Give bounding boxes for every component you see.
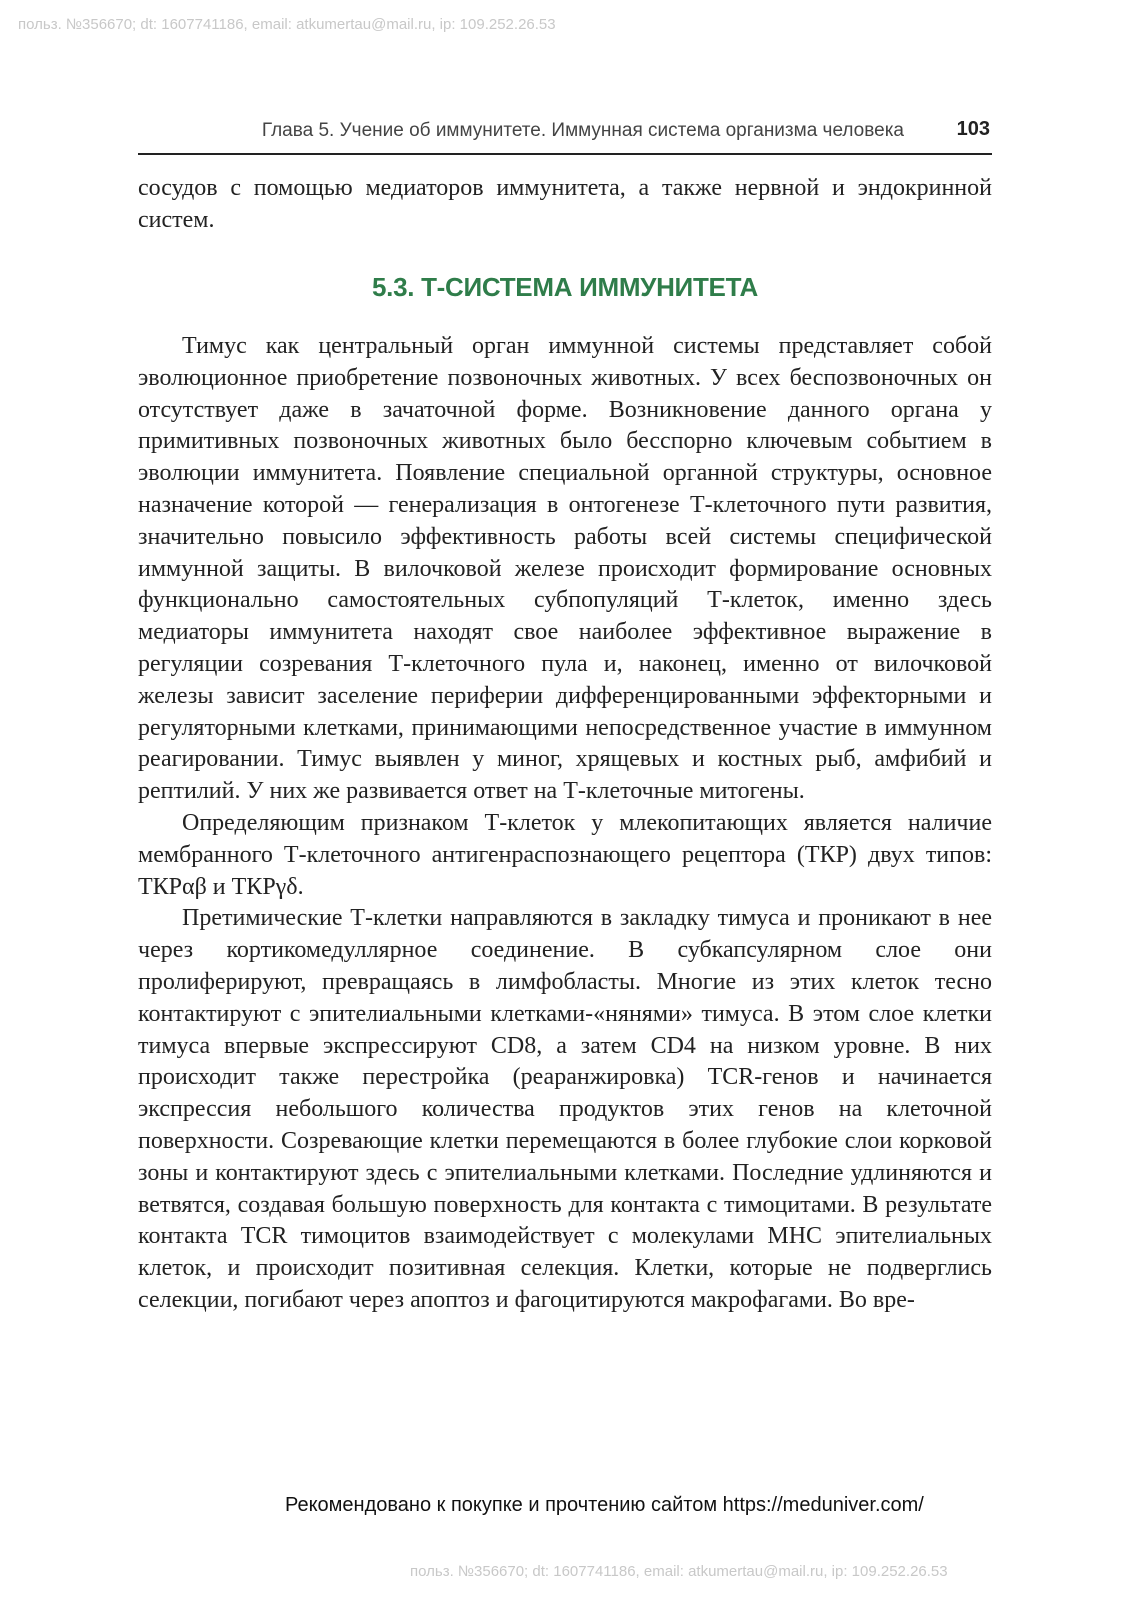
section-body: [138, 331, 992, 1317]
paragraph: Тимус как центральный орган иммунной системы представляет собой эволюционное приобретение позвоночных животных. У всех беспозвоночных он отсутствует даже в зачаточной форме. Возникновение данного органа у примитивных позвоночных животных было бесспорно ключевым событием в эволюции иммунитета. Появление специальной органной структуры, основное назначение которой — генерализация в онтогенезе Т-клеточного пути развития, значительно повысило эффективность работы всей системы специфической иммунной защиты. В вилочковой железе происходит формирование основных функционально самостоятельных субпопуляций Т-клеток, именно здесь медиаторы иммунитета находят свое наиболее эффективное выражение в регуляции созревания Т-клеточного пула и, наконец, именно от вилочковой железы зависит заселение периферии дифференцированными эффекторными и регуляторными клетками, принимающими непосредственное участие в иммунном реагировании. Тимус выявлен у миног, хрящевых и костных рыб, амфибий и рептилий. У них же развивается ответ на Т-клеточные митогены.: [138, 333, 992, 805]
page-number: 103: [956, 118, 990, 140]
footer-recommendation: Рекомендовано к покупке и прочтению сайтом https://meduniver.com/: [285, 1494, 924, 1516]
paragraph: Определяющим признаком Т-клеток у млекопитающих является наличие мембранного Т-клеточного антигенраспознающего рецептора (ТКР) двух типов: ТКРαβ и ТКРγδ.: [138, 809, 992, 900]
chapter-title: Глава 5. Учение об иммунитете. Иммунная система организма человека: [261, 120, 904, 141]
watermark-top: польз. №356670; dt: 1607741186, email: atkumertau@mail.ru, ip: 109.252.26.53: [18, 16, 556, 33]
intro-paragraph: [138, 173, 992, 237]
running-head: [138, 117, 992, 155]
watermark-bottom: польз. №356670; dt: 1607741186, email: atkumertau@mail.ru, ip: 109.252.26.53: [410, 1563, 948, 1580]
paragraph: сосудов с помощью медиаторов иммунитета, а также нервной и эндокринной систем.: [138, 175, 992, 233]
paragraph: Претимические Т-клетки направляются в закладку тимуса и проникают в нее через кортикомедуллярное соединение. В субкапсулярном слое они пролиферируют, превращаясь в лимфобласты. Многие из этих клеток тесно контактируют с эпителиальными клетками-«нянями» тимуса. В этом слое клетки тимуса впервые экспрессируют CD8, а затем CD4 на низком уровне. В них происходит также перестройка (реаранжировка) TCR-генов и начинается экспрессия небольшого количества продуктов этих генов на клеточной поверхности. Созревающие клетки перемещаются в более глубокие слои корковой зоны и контактируют здесь с эпителиальными клетками. Последние удлиняются и ветвятся, создавая большую поверхность для контакта с тимоцитами. В результате контакта TCR тимоцитов взаимодействует с молекулами MHC эпителиальных клеток, и происходит позитивная селекция. Клетки, которые не подверглись селекции, погибают через апоптоз и фагоцитируются макрофагами. Во вре-: [138, 905, 992, 1313]
section-heading: 5.3. Т-СИСТЕМА ИММУНИТЕТА: [372, 272, 758, 302]
